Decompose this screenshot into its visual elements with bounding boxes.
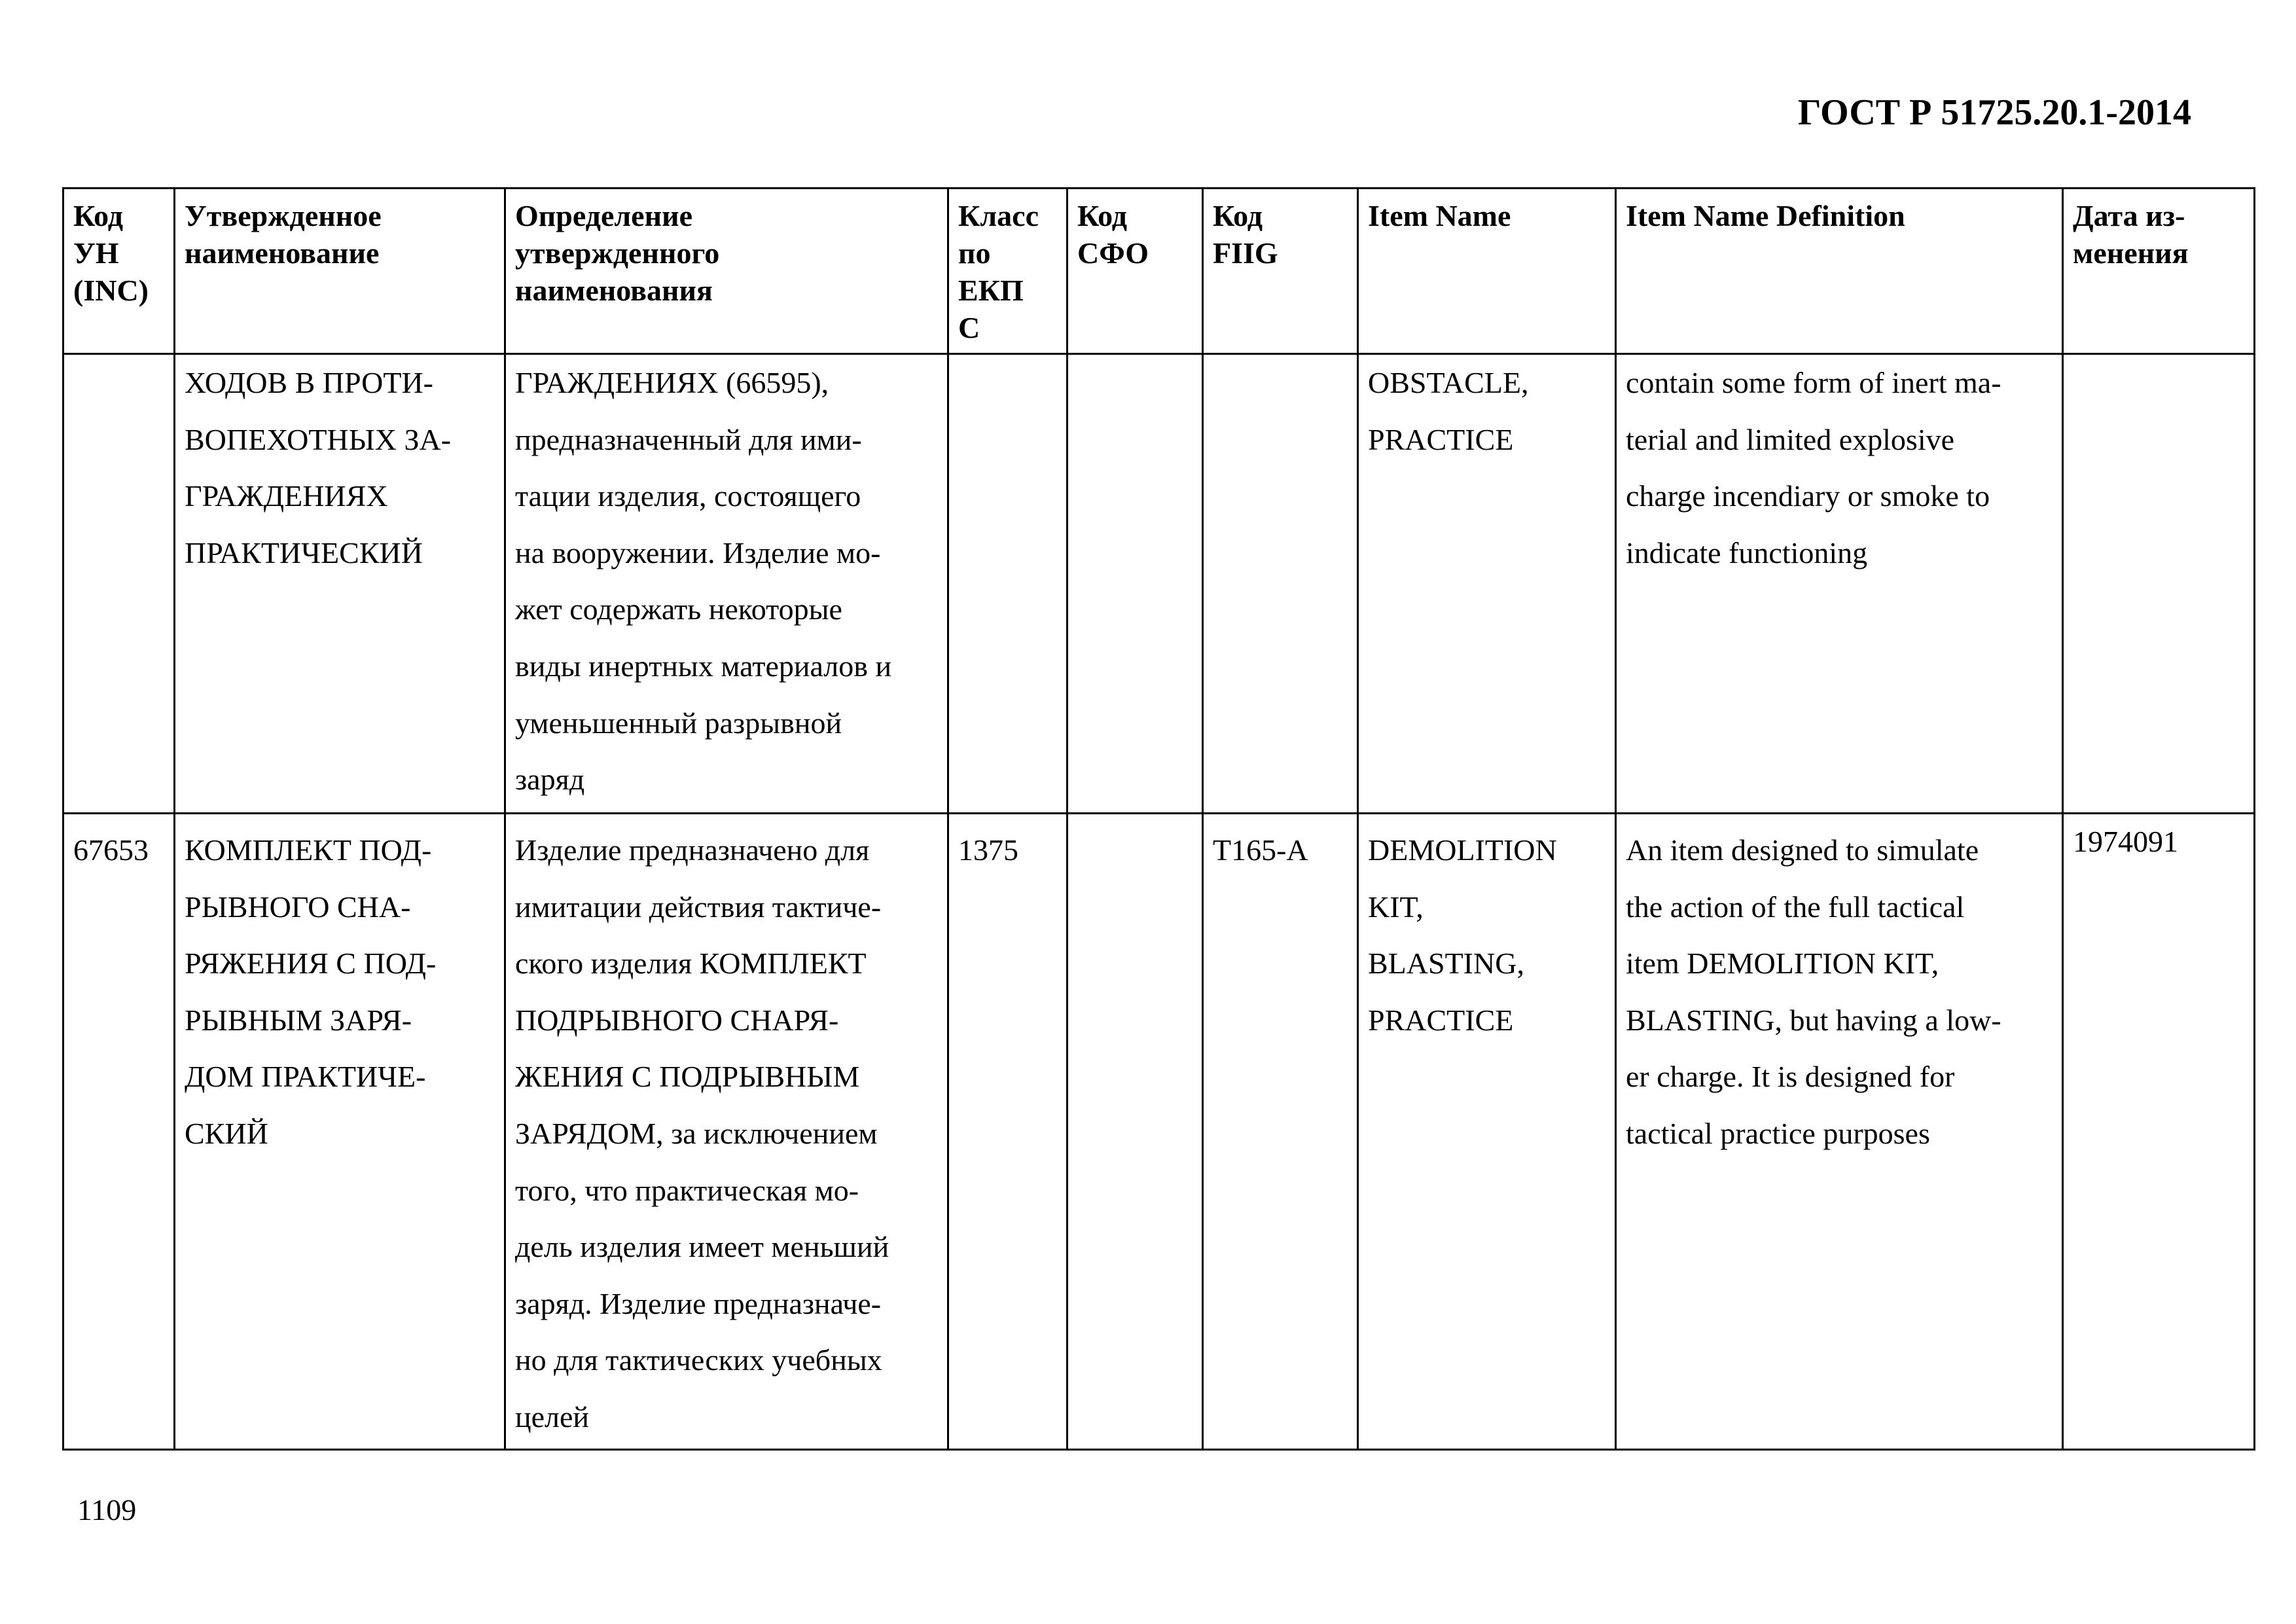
cell-code-sfo xyxy=(1067,354,1203,814)
cell-line: PRACTICE xyxy=(1368,422,1514,456)
cell-inc xyxy=(63,814,175,1450)
cell-line: СКИЙ xyxy=(185,1116,268,1150)
cell-line: жет содержать некоторые xyxy=(515,592,842,626)
cell-change-date xyxy=(2063,354,2255,814)
page-number: 1109 xyxy=(77,1493,137,1526)
cell-line: 1375 xyxy=(958,833,1018,867)
cell-line: РЯЖЕНИЯ С ПОД- xyxy=(185,947,437,981)
column-header-inc xyxy=(63,189,175,354)
cell-line: ЗАРЯДОМ, за исключением xyxy=(515,1116,878,1150)
cell-line: 67653 xyxy=(73,833,149,867)
cell-line: terial and limited explosive xyxy=(1626,422,1955,456)
cell-line: ГРАЖДЕНИЯХ xyxy=(185,479,388,513)
cell-line: Дата из- xyxy=(2073,199,2185,232)
document-standard-number: ГОСТ Р 51725.20.1-2014 xyxy=(1797,92,2191,133)
cell-line: Код xyxy=(1077,199,1128,232)
cell-line: РЫВНЫМ ЗАРЯ- xyxy=(185,1003,412,1037)
cell-line: предназначенный для ими- xyxy=(515,422,862,456)
cell-line: целей xyxy=(515,1399,590,1434)
cell-line: УН xyxy=(73,236,119,270)
cell-line: item DEMOLITION KIT, xyxy=(1626,947,1939,981)
cell-line: T165-A xyxy=(1213,833,1308,867)
cell-line: charge incendiary or smoke to xyxy=(1626,479,1990,513)
cell-line: Код xyxy=(1213,199,1263,232)
cell-class-ekps xyxy=(948,354,1067,814)
cell-line: tactical practice purposes xyxy=(1626,1116,1930,1150)
column-header-approved-name xyxy=(175,189,505,354)
cell-line: ХОДОВ В ПРОТИ- xyxy=(185,366,433,399)
cell-line: но для тактических учебных xyxy=(515,1343,882,1377)
cell-line: утвержденного xyxy=(515,236,720,270)
cell-line: менения xyxy=(2073,236,2189,270)
cell-code-fiig xyxy=(1203,814,1358,1450)
cell-line: СФО xyxy=(1077,236,1149,270)
column-header-item-name-definition xyxy=(1616,189,2063,354)
cell-definition xyxy=(505,814,948,1450)
cell-line: Код xyxy=(73,199,124,232)
cell-line: уменьшенный разрывной xyxy=(515,706,842,740)
cell-line: ЕКП xyxy=(958,274,1024,307)
cell-line: на вооружении. Изделие мо- xyxy=(515,535,881,569)
cell-line: заряд. Изделие предназначе- xyxy=(515,1286,882,1320)
cell-line: contain some form of inert ma- xyxy=(1626,366,2001,399)
cell-line: виды инертных материалов и xyxy=(515,649,892,683)
cell-line: DEMOLITION xyxy=(1368,833,1557,867)
cell-line: BLASTING, xyxy=(1368,947,1524,981)
cell-line: ДОМ ПРАКТИЧЕ- xyxy=(185,1060,426,1094)
cell-line: indicate functioning xyxy=(1626,535,1868,569)
column-header-change-date xyxy=(2063,189,2255,354)
cell-item-name xyxy=(1358,354,1616,814)
cell-line: KIT, xyxy=(1368,890,1424,924)
cell-line: имитации действия тактиче- xyxy=(515,890,882,924)
column-header-definition xyxy=(505,189,948,354)
cell-line: заряд xyxy=(515,763,585,797)
cell-item-name-definition xyxy=(1616,354,2063,814)
table-header-row xyxy=(63,189,2255,354)
cell-line: С xyxy=(958,311,980,344)
cell-line: ВОПЕХОТНЫХ ЗА- xyxy=(185,422,452,456)
cell-line: тации изделия, состоящего xyxy=(515,479,861,513)
cell-line: (INC) xyxy=(73,274,149,307)
cell-line: FIIG xyxy=(1213,236,1278,270)
column-header-code-fiig xyxy=(1203,189,1358,354)
cell-approved-name xyxy=(175,354,505,814)
cell-line: ЖЕНИЯ С ПОДРЫВНЫМ xyxy=(515,1060,860,1094)
item-names-table xyxy=(62,187,2255,1451)
cell-line: er charge. It is designed for xyxy=(1626,1060,1955,1094)
cell-line: the action of the full tactical xyxy=(1626,890,1965,924)
cell-item-name xyxy=(1358,814,1616,1450)
cell-line: Изделие предназначено для xyxy=(515,833,870,867)
cell-line: по xyxy=(958,236,991,270)
cell-line: Определение xyxy=(515,199,693,232)
cell-line: ПОДРЫВНОГО СНАРЯ- xyxy=(515,1003,839,1037)
cell-code-sfo xyxy=(1067,814,1203,1450)
cell-line: КОМПЛЕКТ ПОД- xyxy=(185,833,432,867)
table-row xyxy=(63,814,2255,1450)
column-header-item-name xyxy=(1358,189,1616,354)
cell-line: РЫВНОГО СНА- xyxy=(185,890,411,924)
column-header-class-ekps xyxy=(948,189,1067,354)
cell-definition xyxy=(505,354,948,814)
cell-line: BLASTING, but having a low- xyxy=(1626,1003,2001,1037)
table-row xyxy=(63,354,2255,814)
cell-line: OBSTACLE, xyxy=(1368,366,1529,399)
cell-code-fiig xyxy=(1203,354,1358,814)
cell-line: ГРАЖДЕНИЯХ (66595), xyxy=(515,366,829,399)
cell-line: наименования xyxy=(515,274,713,307)
cell-line: Утвержденное xyxy=(185,199,382,232)
cell-line: наименование xyxy=(185,236,380,270)
cell-line: PRACTICE xyxy=(1368,1003,1514,1037)
cell-inc xyxy=(63,354,175,814)
cell-line: того, что практическая мо- xyxy=(515,1173,859,1207)
cell-line: Item Name Definition xyxy=(1626,199,1905,232)
cell-line: An item designed to simulate xyxy=(1626,833,1979,867)
cell-line: Класс xyxy=(958,199,1039,232)
cell-class-ekps xyxy=(948,814,1067,1450)
cell-line: ского изделия КОМПЛЕКТ xyxy=(515,947,867,981)
column-header-code-sfo xyxy=(1067,189,1203,354)
cell-item-name-definition xyxy=(1616,814,2063,1450)
cell-line: ПРАКТИЧЕСКИЙ xyxy=(185,535,423,569)
cell-change-date xyxy=(2063,814,2255,1450)
cell-line: дель изделия имеет меньший xyxy=(515,1230,889,1264)
cell-approved-name xyxy=(175,814,505,1450)
cell-line: 1974091 xyxy=(2073,825,2178,858)
cell-line: Item Name xyxy=(1368,199,1511,232)
